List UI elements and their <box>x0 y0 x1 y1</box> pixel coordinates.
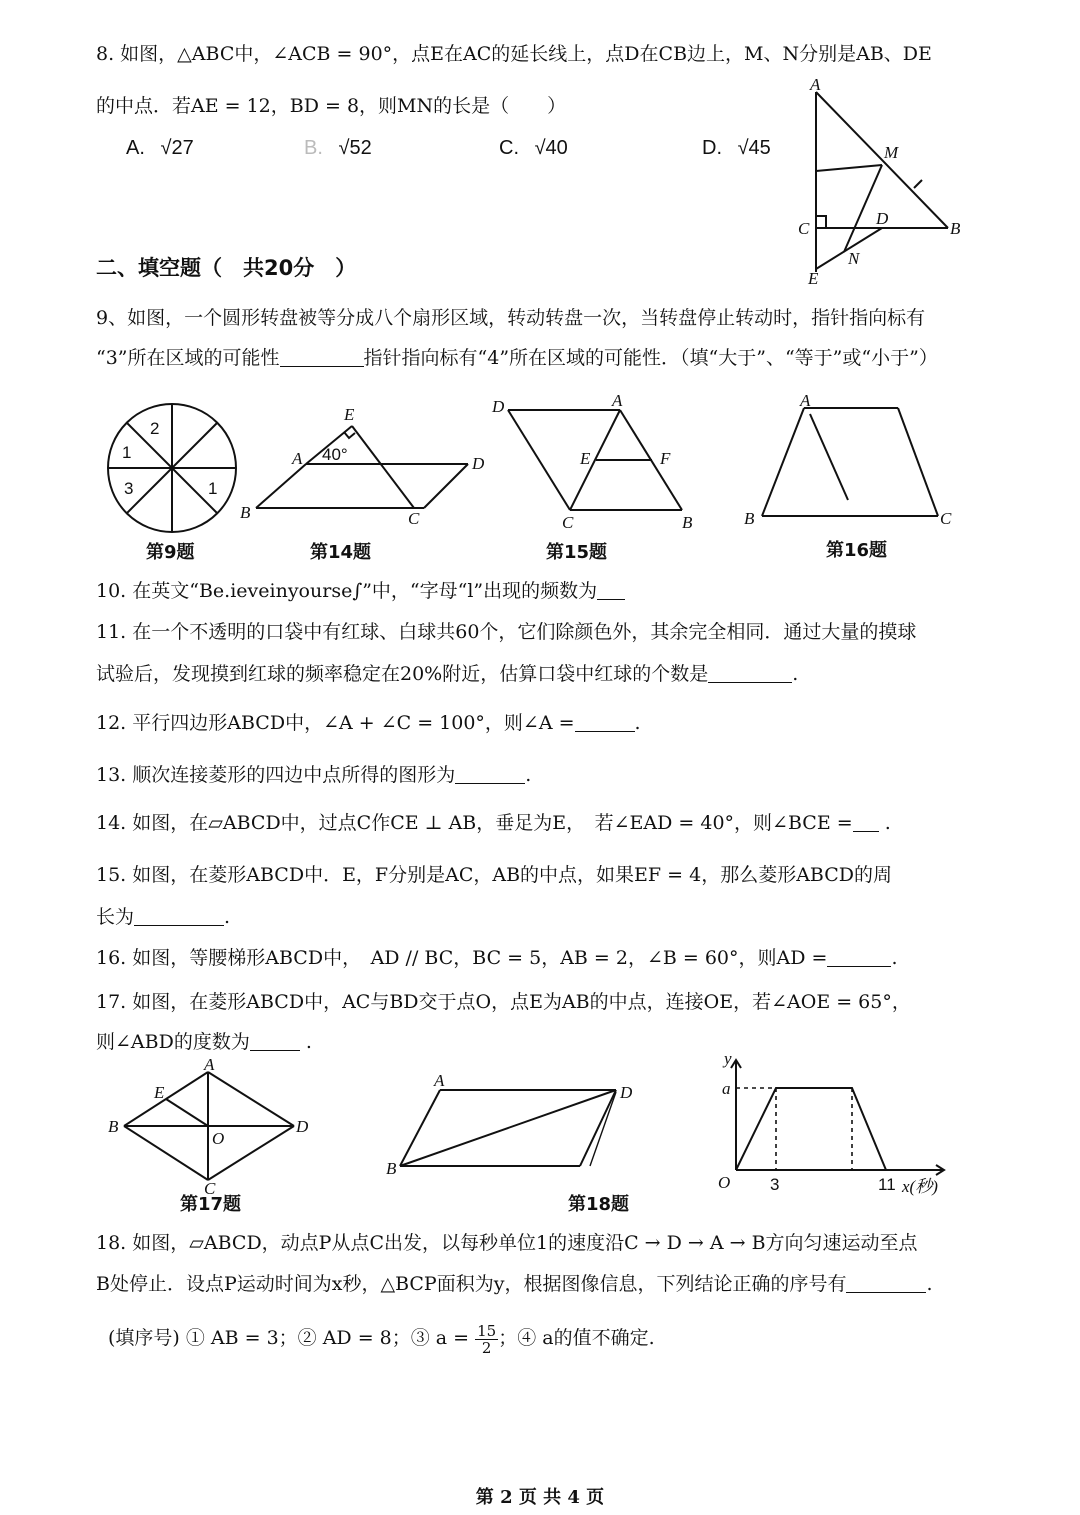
fig17-rhombus <box>104 1058 324 1194</box>
svg-text:B: B <box>386 1159 397 1178</box>
graph-origin-label: O <box>718 1173 731 1192</box>
option-value: √45 <box>737 137 771 159</box>
q17-line2: 则∠ABD的度数为 . <box>96 1031 312 1053</box>
q17-text: 则∠ABD的度数为 <box>96 1031 250 1053</box>
svg-text:E: E <box>580 449 591 468</box>
svg-text:A: A <box>612 394 623 410</box>
svg-text:C: C <box>562 513 574 532</box>
svg-text:D: D <box>876 209 889 228</box>
q8-line1: 8. 如图，△ABC中，∠ACB = 90°，点E在AC的延长线上，点D在CB边上，M、N分别是AB、DE <box>96 43 932 65</box>
q9-text-b: 指针指向标有“4”所在区域的可能性．（填“大于”、“等于”或“小于”） <box>363 347 938 369</box>
graph-x-label: x(秒) <box>902 1177 938 1196</box>
q9-line1: 9、如图，一个圆形转盘被等分成八个扇形区域，转动转盘一次，当转盘停止转动时，指针指向标有 <box>96 307 926 329</box>
svg-text:B: B <box>108 1117 119 1136</box>
svg-text:A: A <box>292 449 303 468</box>
svg-text:C: C <box>940 509 952 528</box>
q8-option-a <box>126 137 194 160</box>
q18-text-b: ；④ a的值不确定. <box>498 1327 655 1349</box>
answer-blank <box>708 664 792 683</box>
fig16-trapezoid <box>740 390 970 530</box>
option-letter: C. <box>499 137 519 159</box>
svg-text:A: A <box>800 391 811 410</box>
svg-text:A: A <box>204 1058 215 1074</box>
q15-text: 长为 <box>96 906 135 928</box>
svg-text:B: B <box>240 503 251 522</box>
answer-blank <box>280 348 364 367</box>
svg-text:D: D <box>296 1117 309 1136</box>
fig18-parallelogram <box>384 1070 644 1180</box>
graph-tick-11: 11 <box>878 1175 896 1194</box>
caption-fig15: 第15题 <box>546 542 608 563</box>
q11-line1: 11. 在一个不透明的口袋中有红球、白球共60个，它们除颜色外，其余完全相同．通过大量的摸球 <box>96 621 917 643</box>
q13-line: 13. 顺次连接菱形的四边中点所得的图形为 . <box>96 764 532 786</box>
q15-line1: 15. 如图，在菱形ABCD中．E，F分别是AC，AB的中点，如果EF = 4，那么菱形ABCD的周 <box>96 864 893 886</box>
q11-text: 试验后，发现摸到红球的频率稳定在20%附近，估算口袋中红球的个数是 <box>96 663 709 685</box>
option-value: √52 <box>338 137 372 159</box>
q11-line2: 试验后，发现摸到红球的频率稳定在20%附近，估算口袋中红球的个数是 . <box>96 663 799 685</box>
q18-text-a: (填序号) ① AB = 3；② AD = 8；③ a = <box>108 1327 470 1349</box>
fig14-parallelogram <box>236 400 496 530</box>
svg-text:E: E <box>808 269 819 288</box>
svg-text:E: E <box>154 1083 165 1102</box>
spinner-label: 2 <box>150 419 160 438</box>
q15-line2: 长为 . <box>96 906 231 928</box>
svg-text:A: A <box>434 1071 445 1090</box>
fig15-rhombus <box>488 394 708 534</box>
q14-line: 14. 如图，在▱ABCD中，过点C作CE ⊥ AB，垂足为E， 若∠EAD = 40°，则∠BCE = . <box>96 812 891 834</box>
motion-graph <box>700 1050 960 1200</box>
svg-text:D: D <box>492 397 505 416</box>
svg-text:F: F <box>660 449 671 468</box>
spinner-label: 3 <box>124 479 134 498</box>
q13-text: 13. 顺次连接菱形的四边中点所得的图形为 <box>96 764 456 786</box>
graph-a-label: a <box>722 1079 731 1098</box>
q8-option-d <box>702 137 771 160</box>
answer-blank <box>597 581 625 600</box>
answer-blank <box>455 765 525 784</box>
spinner-label: 1 <box>122 443 132 462</box>
caption-fig17: 第17题 <box>180 1194 242 1215</box>
q12-text: 12. 平行四边形ABCD中，∠A + ∠C = 100°，则∠A = <box>96 712 575 734</box>
q17-line1: 17. 如图，在菱形ABCD中，AC与BD交于点O，点E为AB的中点，连接OE，若∠AOE = 65°， <box>96 991 911 1013</box>
svg-text:B: B <box>950 219 961 238</box>
option-value: √27 <box>160 137 194 159</box>
q8-option-c <box>499 137 568 160</box>
answer-blank <box>846 1274 926 1293</box>
option-letter: D. <box>702 137 722 159</box>
svg-text:E: E <box>344 405 355 424</box>
q8-triangle-figure <box>790 76 980 288</box>
q18-text: B处停止．设点P运动时间为x秒，△BCP面积为y，根据图像信息，下列结论正确的序号有 <box>96 1273 847 1295</box>
q8-option-b <box>304 137 372 160</box>
svg-text:B: B <box>744 509 755 528</box>
q12-line: 12. 平行四边形ABCD中，∠A + ∠C = 100°，则∠A = . <box>96 712 641 734</box>
answer-blank <box>827 948 891 967</box>
option-letter: B. <box>304 137 323 159</box>
svg-text:C: C <box>204 1179 216 1194</box>
graph-y-label: y <box>724 1050 732 1068</box>
graph-tick-3: 3 <box>770 1175 780 1194</box>
option-value: √40 <box>534 137 568 159</box>
option-letter: A. <box>126 137 145 159</box>
svg-text:O: O <box>212 1129 225 1148</box>
fraction-numerator: 15 <box>477 1321 497 1340</box>
answer-blank <box>575 713 635 732</box>
answer-blank <box>853 813 879 832</box>
svg-text:A: A <box>810 76 821 94</box>
q16-text: 16. 如图，等腰梯形ABCD中， AD // BC，BC = 5，AB = 2，∠B = 60°，则AD = <box>96 947 828 969</box>
svg-text:M: M <box>884 143 899 162</box>
svg-text:N: N <box>848 249 860 268</box>
q16-line: 16. 如图，等腰梯形ABCD中， AD // BC，BC = 5，AB = 2，∠B = 60°，则AD = . <box>96 947 898 969</box>
q9-line2 <box>96 346 938 370</box>
q18-line3 <box>108 1318 655 1358</box>
answer-blank <box>250 1032 300 1051</box>
q9-text-a: “3”所在区域的可能性 <box>96 347 280 369</box>
q10-text: 10. 在英文“Be.ieveinyourse∫”中，“字母“l”出现的频数为 <box>96 580 598 602</box>
page-footer: 第 2 页 共 4 页 <box>475 1487 605 1508</box>
section-title: 二、填空题（ 共20分 ） <box>96 256 357 280</box>
spinner-label: 1 <box>208 479 218 498</box>
answer-blank <box>134 907 224 926</box>
fraction-denominator: 2 <box>481 1338 492 1357</box>
caption-fig16: 第16题 <box>826 540 888 561</box>
q8-line2: 的中点．若AE = 12，BD = 8，则MN的长是（ ） <box>96 95 567 117</box>
q18-line2: B处停止．设点P运动时间为x秒，△BCP面积为y，根据图像信息，下列结论正确的序号有 . <box>96 1273 933 1295</box>
q10-line <box>96 579 625 603</box>
svg-text:D: D <box>472 454 485 473</box>
svg-text:D: D <box>620 1083 633 1102</box>
svg-text:B: B <box>682 513 693 532</box>
spinner-figure <box>104 400 244 540</box>
caption-fig9: 第9题 <box>146 542 195 563</box>
caption-fig14: 第14题 <box>310 542 372 563</box>
caption-fig18: 第18题 <box>568 1194 630 1215</box>
svg-text:C: C <box>408 509 420 528</box>
fraction <box>475 1323 498 1356</box>
q18-line1: 18. 如图，▱ABCD，动点P从点C出发，以每秒单位1的速度沿C → D → A → B方向匀速运动至点 <box>96 1232 918 1254</box>
angle-label: 40° <box>322 445 348 464</box>
q14-text: 14. 如图，在▱ABCD中，过点C作CE ⊥ AB，垂足为E， 若∠EAD = 40°，则∠BCE = <box>96 812 853 834</box>
svg-text:C: C <box>798 219 810 238</box>
